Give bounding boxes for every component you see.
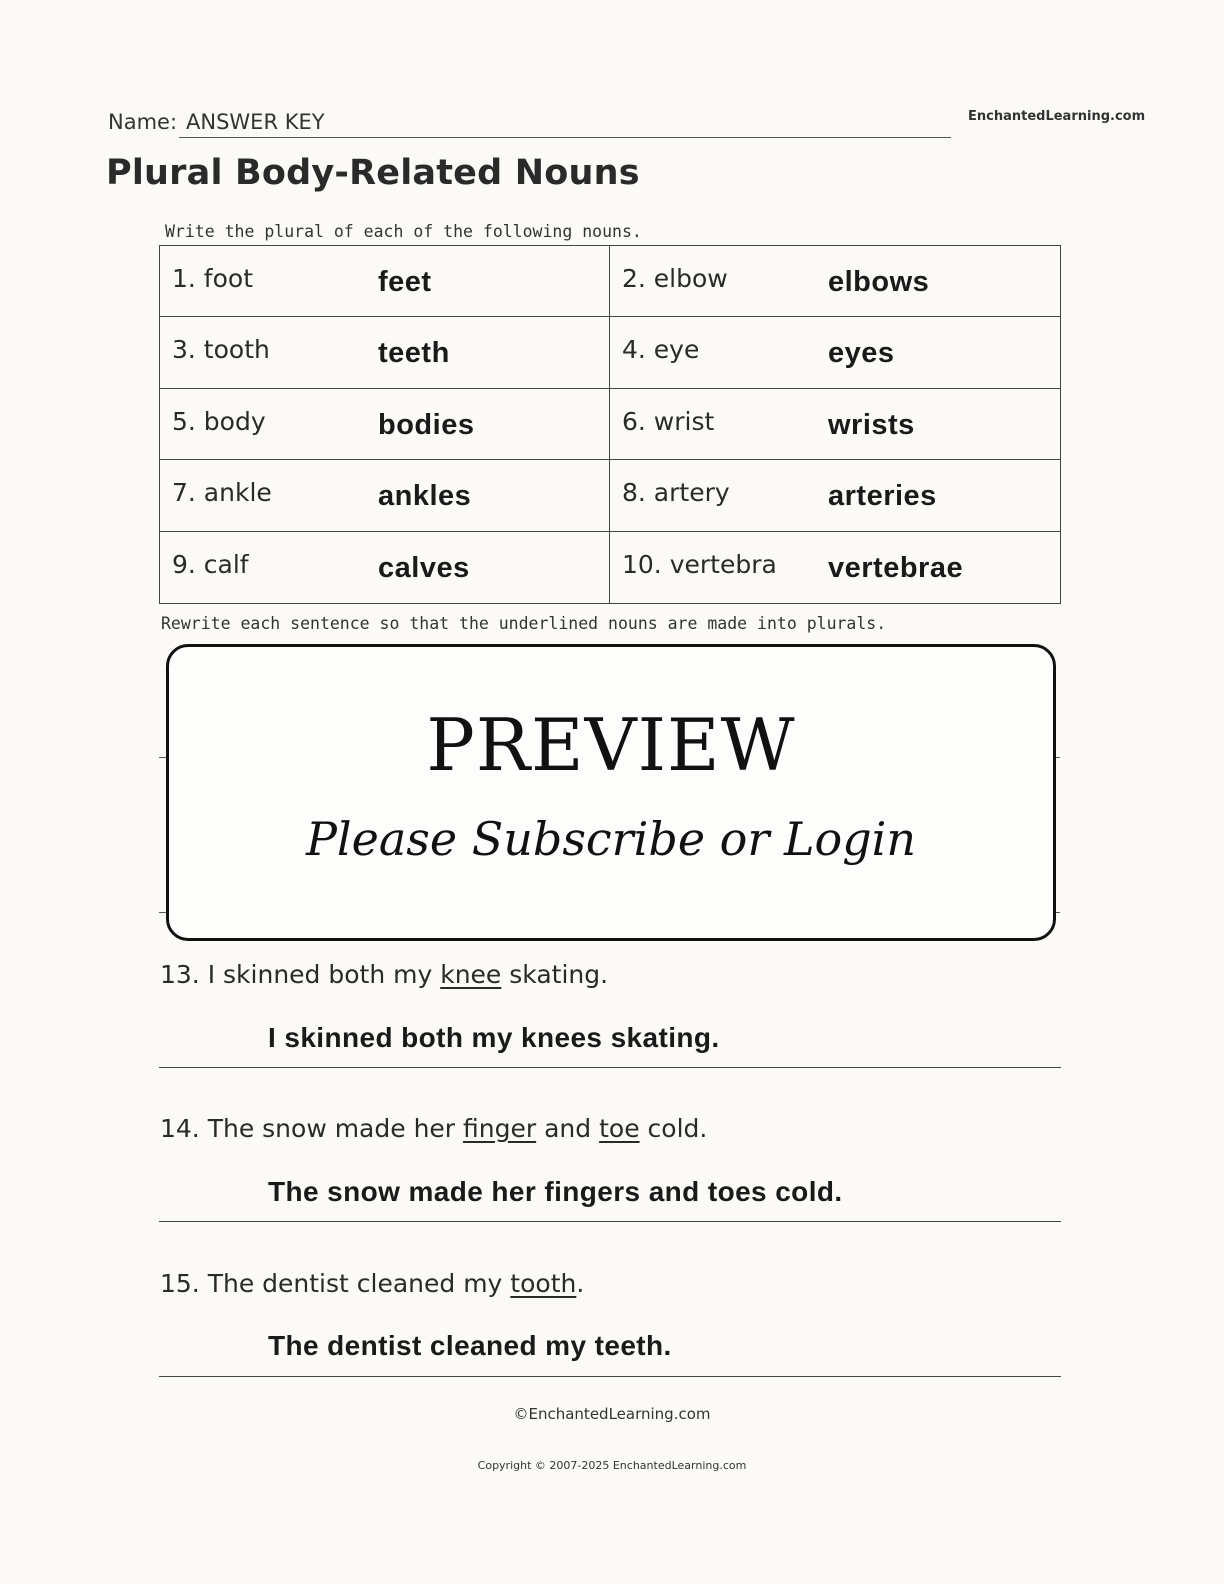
plural-answer: feet	[378, 266, 432, 298]
noun-word: 2. elbow	[622, 264, 728, 293]
noun-word: 6. wrist	[622, 406, 715, 436]
table-cell	[160, 532, 610, 603]
footer-mark: ©EnchantedLearning.com	[513, 1405, 711, 1423]
question-14	[160, 1114, 707, 1143]
plural-answer: eyes	[828, 337, 895, 370]
instruction-rewrite: Rewrite each sentence so that the underlined nouns are made into plurals.	[161, 614, 887, 633]
plural-answer: arteries	[828, 480, 937, 513]
answer-rule	[159, 1376, 1061, 1377]
plural-answer: ankles	[378, 480, 472, 513]
plural-answer: elbows	[828, 266, 930, 298]
noun-word: 5. body	[172, 406, 266, 436]
question-text: and	[536, 1114, 600, 1143]
noun-word: 10. vertebra	[622, 549, 777, 579]
table-cell	[160, 246, 610, 317]
question-text: 14. The snow made her	[160, 1114, 464, 1143]
preview-title: PREVIEW	[426, 703, 796, 787]
underlined-noun: knee	[440, 960, 502, 989]
answer-13: I skinned both my knees skating.	[268, 1022, 720, 1053]
answer-15: The dentist cleaned my teeth.	[268, 1330, 672, 1361]
noun-word: 9. calf	[172, 549, 249, 579]
noun-word: 4. eye	[622, 335, 700, 365]
underlined-noun: finger	[463, 1114, 537, 1143]
noun-table	[159, 245, 1061, 604]
answer-14: The snow made her fingers and toes cold.	[268, 1176, 843, 1207]
site-tag: EnchantedLearning.com	[968, 109, 1146, 124]
plural-answer: calves	[378, 551, 470, 584]
table-cell	[160, 460, 610, 531]
question-text: skating.	[501, 960, 609, 989]
noun-word: 1. foot	[172, 264, 253, 293]
question-text: .	[576, 1269, 585, 1298]
noun-word: 8. artery	[622, 478, 730, 508]
table-cell	[610, 532, 1060, 603]
name-line	[179, 137, 951, 138]
table-cell	[160, 317, 610, 388]
table-cell	[610, 389, 1060, 460]
question-15	[160, 1269, 584, 1298]
table-cell	[610, 246, 1060, 317]
underlined-noun: toe	[599, 1114, 640, 1143]
name-value: ANSWER KEY	[186, 110, 325, 134]
question-13	[160, 960, 608, 989]
plural-answer: vertebrae	[828, 551, 964, 584]
preview-overlay[interactable]	[166, 644, 1056, 941]
plural-answer: bodies	[378, 408, 475, 441]
name-label: Name:	[108, 110, 178, 134]
underlined-noun: tooth	[510, 1269, 577, 1298]
table-cell	[610, 317, 1060, 388]
answer-rule	[159, 1221, 1061, 1222]
noun-word: 7. ankle	[172, 478, 272, 508]
plural-answer: teeth	[378, 337, 450, 370]
answer-rule	[159, 1067, 1061, 1068]
question-text: 15. The dentist cleaned my	[160, 1269, 511, 1298]
noun-word: 3. tooth	[172, 335, 270, 365]
question-text: 13. I skinned both my	[160, 960, 441, 989]
instruction-plural: Write the plural of each of the following nouns.	[165, 222, 642, 241]
copyright: Copyright © 2007-2025 EnchantedLearning.com	[477, 1459, 747, 1472]
question-text: cold.	[639, 1114, 708, 1143]
table-cell	[610, 460, 1060, 531]
table-cell	[160, 389, 610, 460]
page-title: Plural Body-Related Nouns	[106, 153, 640, 193]
preview-subtitle[interactable]: Please Subscribe or Login	[305, 812, 917, 866]
plural-answer: wrists	[828, 408, 915, 441]
